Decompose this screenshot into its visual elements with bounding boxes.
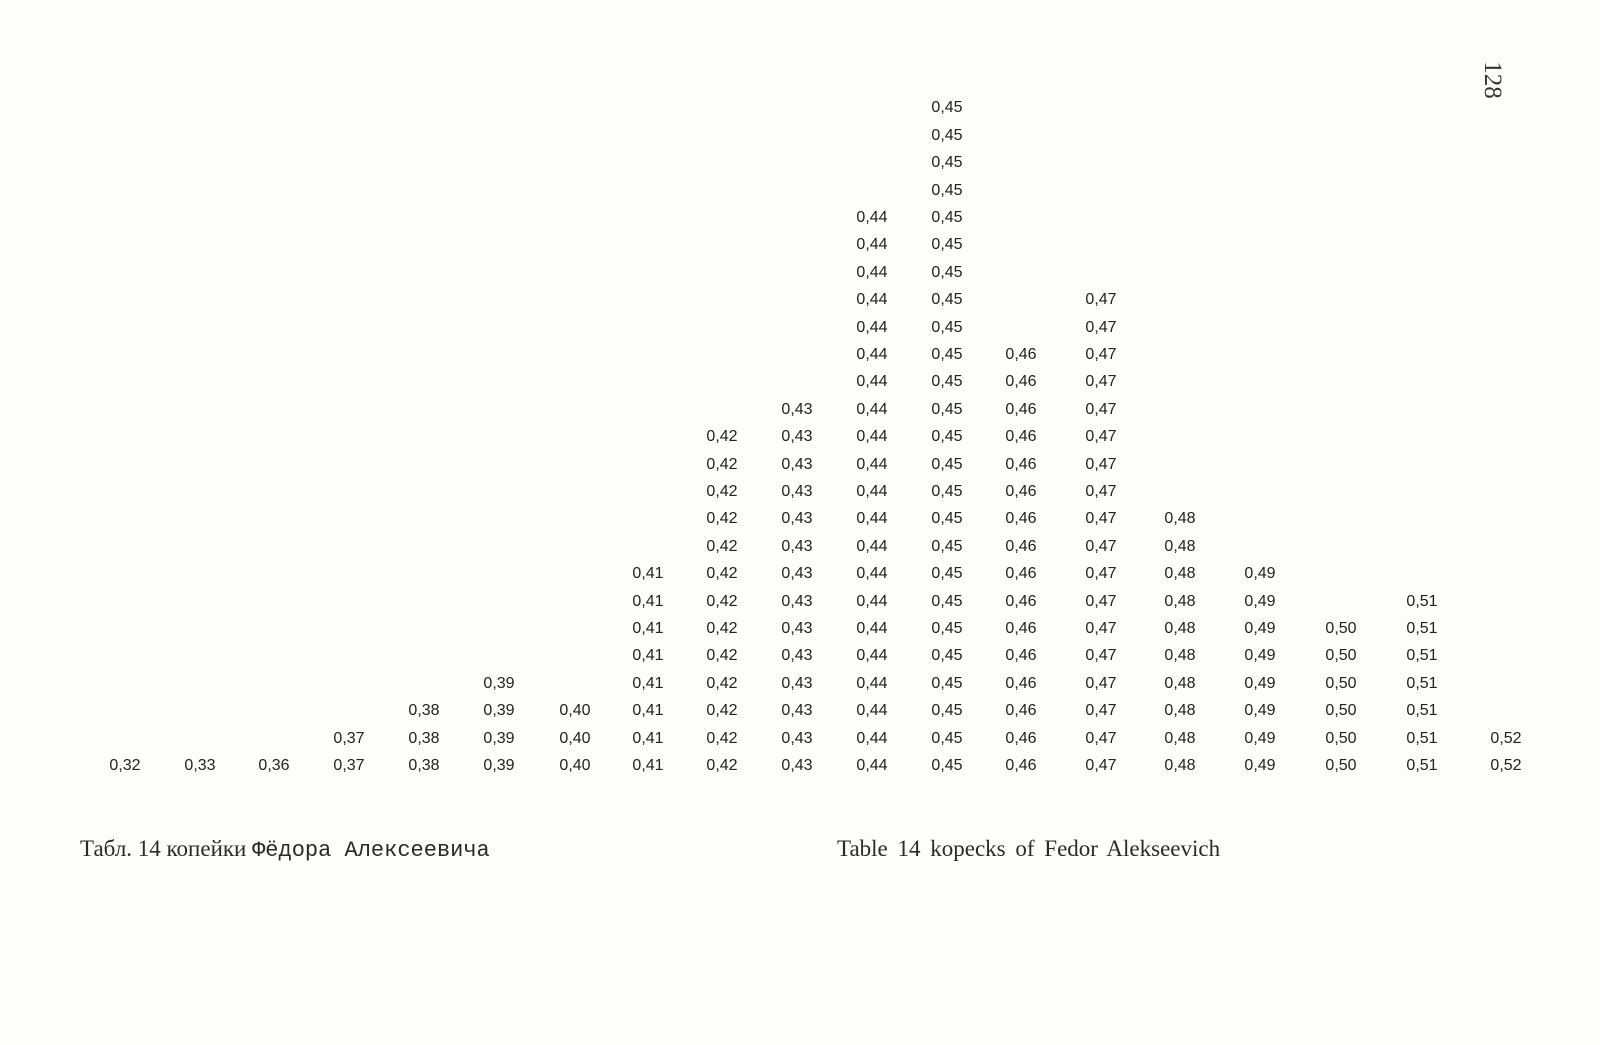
value-cell: 0,40 — [559, 729, 591, 747]
value-cell: 0,48 — [1164, 620, 1196, 637]
value-cell: 0,47 — [1085, 702, 1117, 720]
value-cell: 0,44 — [856, 455, 888, 473]
value-cell: 0,47 — [1085, 757, 1117, 774]
value-cell: 0,45 — [931, 702, 963, 720]
value-cell: 0,47 — [1085, 428, 1117, 446]
value-cell: 0,45 — [931, 263, 963, 281]
value-cell: 0,46 — [1005, 620, 1037, 637]
value-cell: 0,43 — [781, 592, 813, 610]
value-cell: 0,46 — [1005, 373, 1037, 391]
value-cell: 0,45 — [931, 400, 963, 418]
value-cell: 0,43 — [781, 620, 813, 637]
value-cell: 0,47 — [1085, 537, 1117, 555]
caption-english: Table 14 kopecks of Fedor Alekseevich — [837, 836, 1221, 861]
value-cell: 0,45 — [931, 373, 963, 391]
value-cell: 0,38 — [408, 757, 440, 774]
value-cell: 0,40 — [559, 757, 591, 774]
value-cell: 0,41 — [632, 647, 664, 665]
value-cell: 0,45 — [931, 757, 963, 774]
value-cell: 0,44 — [856, 236, 888, 254]
value-cell: 0,47 — [1085, 455, 1117, 473]
value-cell: 0,48 — [1164, 537, 1196, 555]
value-cell: 0,46 — [1005, 537, 1037, 555]
value-cell: 0,44 — [856, 647, 888, 665]
value-cell: 0,50 — [1325, 702, 1357, 720]
value-cell: 0,49 — [1244, 565, 1276, 583]
value-cell: 0,45 — [931, 510, 963, 528]
value-cell: 0,44 — [856, 373, 888, 391]
value-cell: 0,47 — [1085, 592, 1117, 610]
value-cell: 0,45 — [931, 346, 963, 363]
value-cell: 0,47 — [1085, 373, 1117, 391]
value-cell: 0,45 — [931, 674, 963, 692]
value-cell: 0,42 — [706, 537, 738, 555]
value-cell: 0,42 — [706, 455, 738, 473]
value-cell: 0,47 — [1085, 620, 1117, 637]
value-cell: 0,46 — [1005, 592, 1037, 610]
value-cell: 0,42 — [706, 702, 738, 720]
value-cell: 0,46 — [1005, 702, 1037, 720]
value-cell: 0,39 — [483, 674, 515, 692]
value-cell: 0,43 — [781, 537, 813, 555]
value-cell: 0,39 — [483, 729, 515, 747]
value-cell: 0,42 — [706, 757, 738, 774]
value-cell: 0,38 — [408, 702, 440, 720]
value-cell: 0,46 — [1005, 674, 1037, 692]
value-cell: 0,44 — [856, 483, 888, 500]
value-cell: 0,44 — [856, 346, 888, 363]
value-cell: 0,51 — [1406, 729, 1438, 747]
value-cell: 0,49 — [1244, 647, 1276, 665]
value-cell: 0,46 — [1005, 565, 1037, 583]
value-cell: 0,46 — [1005, 455, 1037, 473]
value-cell: 0,33 — [184, 757, 216, 774]
value-cell: 0,46 — [1005, 510, 1037, 528]
value-cell: 0,45 — [931, 455, 963, 473]
value-cell: 0,44 — [856, 209, 888, 226]
value-cell: 0,41 — [632, 565, 664, 583]
value-cell: 0,41 — [632, 620, 664, 637]
value-cell: 0,49 — [1244, 674, 1276, 692]
value-cell: 0,51 — [1406, 702, 1438, 720]
value-cell: 0,47 — [1085, 510, 1117, 528]
value-cell: 0,48 — [1164, 729, 1196, 747]
value-cell: 0,45 — [931, 236, 963, 254]
value-cell: 0,47 — [1085, 729, 1117, 747]
value-cell: 0,44 — [856, 592, 888, 610]
value-cell: 0,48 — [1164, 565, 1196, 583]
value-cell: 0,47 — [1085, 400, 1117, 418]
value-cell: 0,41 — [632, 592, 664, 610]
value-cell: 0,45 — [931, 565, 963, 583]
value-cell: 0,44 — [856, 263, 888, 281]
value-cell: 0,39 — [483, 702, 515, 720]
value-cell: 0,47 — [1085, 318, 1117, 336]
value-cell: 0,45 — [931, 537, 963, 555]
value-cell: 0,42 — [706, 647, 738, 665]
value-cell: 0,32 — [109, 757, 141, 774]
value-cell: 0,48 — [1164, 592, 1196, 610]
value-cell: 0,42 — [706, 510, 738, 528]
value-cell: 0,44 — [856, 318, 888, 336]
value-cell: 0,45 — [931, 126, 963, 144]
page-number: 128 — [1479, 61, 1506, 99]
value-cell: 0,43 — [781, 674, 813, 692]
value-cell: 0,50 — [1325, 757, 1357, 774]
value-cell: 0,45 — [931, 729, 963, 747]
value-cell: 0,44 — [856, 757, 888, 774]
value-cell: 0,46 — [1005, 400, 1037, 418]
value-cell: 0,51 — [1406, 620, 1438, 637]
value-cell: 0,45 — [931, 209, 963, 226]
value-cell: 0,49 — [1244, 620, 1276, 637]
value-cell: 0,42 — [706, 729, 738, 747]
value-cell: 0,43 — [781, 702, 813, 720]
value-cell: 0,37 — [333, 729, 365, 747]
value-cell: 0,39 — [483, 757, 515, 774]
value-cell: 0,42 — [706, 565, 738, 583]
value-cell: 0,42 — [706, 483, 738, 500]
value-cell: 0,41 — [632, 729, 664, 747]
value-cell: 0,43 — [781, 428, 813, 446]
value-cell: 0,49 — [1244, 757, 1276, 774]
value-cell: 0,47 — [1085, 291, 1117, 309]
value-cell: 0,44 — [856, 291, 888, 309]
value-cell: 0,45 — [931, 154, 963, 172]
value-cell: 0,37 — [333, 757, 365, 774]
value-cell: 0,36 — [258, 757, 290, 774]
caption-russian-name: Фёдора Алексеевича — [252, 838, 490, 863]
value-cell: 0,46 — [1005, 428, 1037, 446]
value-cell: 0,44 — [856, 620, 888, 637]
value-cell: 0,41 — [632, 702, 664, 720]
value-cell: 0,41 — [632, 757, 664, 774]
value-cell: 0,44 — [856, 702, 888, 720]
value-cell: 0,46 — [1005, 729, 1037, 747]
value-cell: 0,45 — [931, 291, 963, 309]
value-cell: 0,48 — [1164, 674, 1196, 692]
value-cell: 0,47 — [1085, 346, 1117, 363]
value-cell: 0,50 — [1325, 620, 1357, 637]
value-cell: 0,42 — [706, 428, 738, 446]
value-cell: 0,49 — [1244, 702, 1276, 720]
value-cell: 0,43 — [781, 455, 813, 473]
value-cell: 0,38 — [408, 729, 440, 747]
value-cell: 0,51 — [1406, 647, 1438, 665]
value-cell: 0,46 — [1005, 647, 1037, 665]
value-cell: 0,45 — [931, 99, 963, 117]
value-cell: 0,42 — [706, 674, 738, 692]
value-cell: 0,47 — [1085, 565, 1117, 583]
value-cell: 0,52 — [1490, 729, 1522, 747]
value-cell: 0,48 — [1164, 647, 1196, 665]
value-cell: 0,43 — [781, 483, 813, 500]
value-cell: 0,40 — [559, 702, 591, 720]
value-cell: 0,44 — [856, 537, 888, 555]
value-cell: 0,51 — [1406, 757, 1438, 774]
value-cell: 0,45 — [931, 428, 963, 446]
value-cell: 0,44 — [856, 565, 888, 583]
value-cell: 0,43 — [781, 510, 813, 528]
value-cell: 0,47 — [1085, 483, 1117, 500]
value-cell: 0,47 — [1085, 647, 1117, 665]
value-cell: 0,42 — [706, 620, 738, 637]
value-cell: 0,45 — [931, 620, 963, 637]
value-cell: 0,45 — [931, 181, 963, 199]
value-cell: 0,45 — [931, 483, 963, 500]
value-cell: 0,47 — [1085, 674, 1117, 692]
value-cell: 0,42 — [706, 592, 738, 610]
value-cell: 0,44 — [856, 400, 888, 418]
value-cell: 0,50 — [1325, 674, 1357, 692]
value-cell: 0,43 — [781, 565, 813, 583]
value-cell: 0,41 — [632, 674, 664, 692]
value-cell: 0,46 — [1005, 483, 1037, 500]
value-cell: 0,45 — [931, 647, 963, 665]
value-cell: 0,46 — [1005, 757, 1037, 774]
value-cell: 0,50 — [1325, 729, 1357, 747]
value-cell: 0,44 — [856, 510, 888, 528]
value-cell: 0,45 — [931, 318, 963, 336]
value-cell: 0,48 — [1164, 702, 1196, 720]
value-cell: 0,43 — [781, 729, 813, 747]
value-cell: 0,44 — [856, 729, 888, 747]
value-cell: 0,43 — [781, 647, 813, 665]
value-cell: 0,52 — [1490, 757, 1522, 774]
value-cell: 0,45 — [931, 592, 963, 610]
value-cell: 0,51 — [1406, 674, 1438, 692]
caption-russian-prefix: Табл. 14 копейки — [80, 836, 247, 861]
caption-russian — [80, 836, 490, 863]
value-cell: 0,44 — [856, 674, 888, 692]
value-cell: 0,51 — [1406, 592, 1438, 610]
value-cell: 0,46 — [1005, 346, 1037, 363]
value-cell: 0,49 — [1244, 729, 1276, 747]
value-cell: 0,49 — [1244, 592, 1276, 610]
value-cell: 0,44 — [856, 428, 888, 446]
value-cell: 0,48 — [1164, 510, 1196, 528]
value-cell: 0,48 — [1164, 757, 1196, 774]
value-cell: 0,43 — [781, 757, 813, 774]
value-cell: 0,50 — [1325, 647, 1357, 665]
value-cell: 0,43 — [781, 400, 813, 418]
